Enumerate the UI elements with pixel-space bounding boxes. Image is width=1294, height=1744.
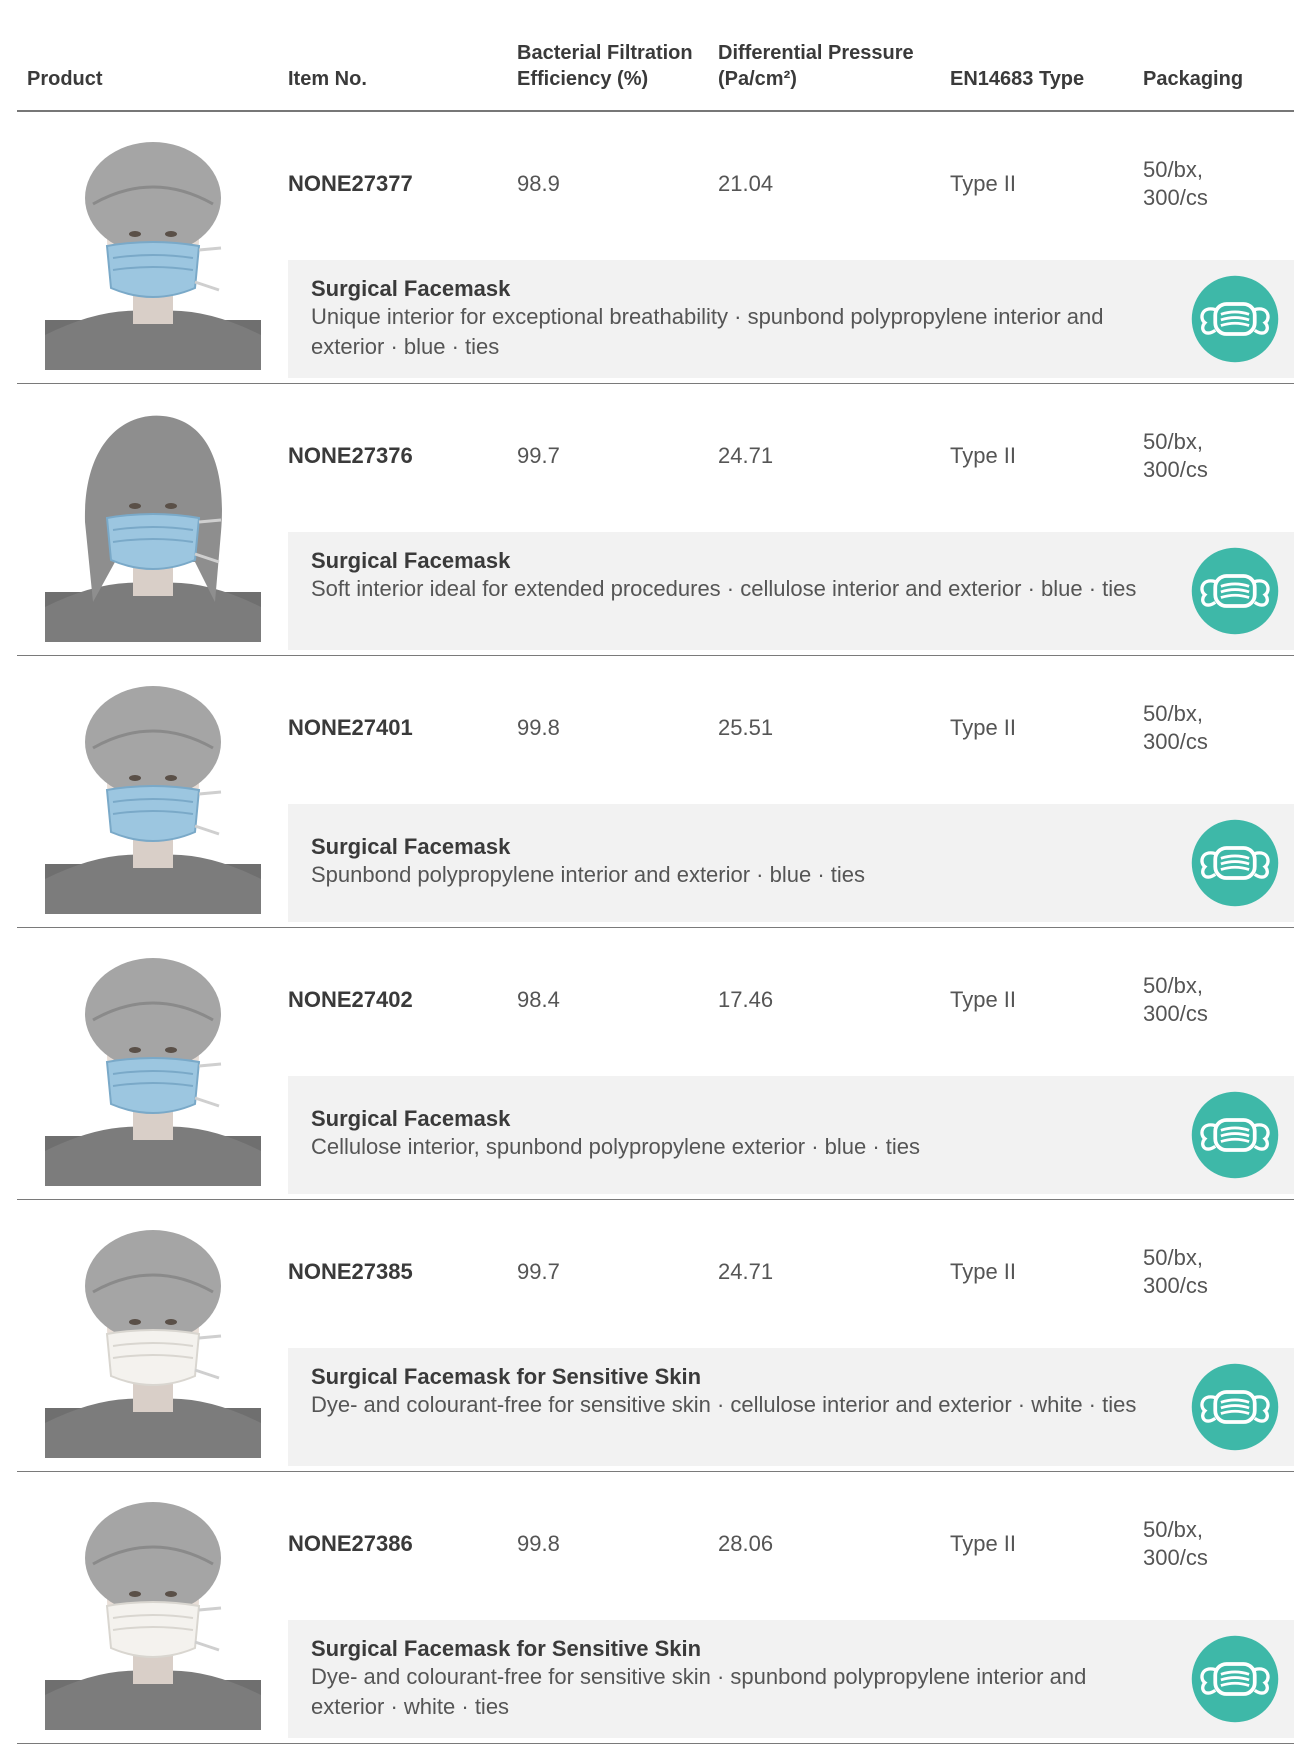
- product-title: Surgical Facemask: [311, 548, 511, 573]
- packaging-value: 50/bx, 300/cs: [1143, 1517, 1208, 1570]
- product-title: Surgical Facemask: [311, 834, 511, 859]
- product-title: Surgical Facemask for Sensitive Skin: [311, 1364, 702, 1389]
- bfe-value: 98.4: [517, 987, 560, 1012]
- table-header: [17, 0, 1294, 110]
- header-bfe: Bacterial Filtration Efficiency (%): [517, 42, 693, 90]
- differential-pressure-value: 28.06: [718, 1531, 774, 1556]
- header-packaging: Packaging: [1143, 68, 1244, 90]
- product-description: Cellulose interior, spunbond polypropylene exterior · blue · ties: [311, 1134, 921, 1159]
- en-type-value: Type II: [950, 987, 1017, 1012]
- packaging-value: 50/bx, 300/cs: [1143, 429, 1208, 482]
- face-mask-icon: [1188, 1088, 1282, 1182]
- item-number: NONE27385: [288, 1259, 413, 1284]
- en-type-value: Type II: [950, 1259, 1017, 1284]
- product-description-panel: [288, 1348, 1294, 1466]
- en-type-value: Type II: [950, 443, 1017, 468]
- product-photo: [45, 946, 261, 1186]
- item-number: NONE27386: [288, 1531, 413, 1556]
- product-description-panel: [288, 532, 1294, 650]
- product-description: Dye- and colourant-free for sensitive skin · spunbond polypropylene interior and exterior · white · ties: [311, 1664, 1087, 1719]
- face-mask-icon: [1188, 816, 1282, 910]
- face-mask-icon: [1188, 1360, 1282, 1454]
- face-mask-icon: [1188, 1632, 1282, 1726]
- table-row: [17, 1472, 1294, 1744]
- en-type-value: Type II: [950, 1531, 1017, 1556]
- packaging-value: 50/bx, 300/cs: [1143, 157, 1208, 210]
- header-differential-pressure: Differential Pressure (Pa/cm²): [718, 42, 914, 90]
- product-photo: [45, 1490, 261, 1730]
- product-description: Unique interior for exceptional breathability · spunbond polypropylene interior and exterior · blue · ties: [311, 304, 1104, 359]
- product-description-panel: [288, 804, 1294, 922]
- header-en-type: EN14683 Type: [950, 68, 1085, 90]
- product-photo: [45, 674, 261, 914]
- bfe-value: 99.8: [517, 715, 560, 740]
- bfe-value: 99.7: [517, 443, 560, 468]
- packaging-value: 50/bx, 300/cs: [1143, 701, 1208, 754]
- product-photo: [45, 1218, 261, 1458]
- bfe-value: 98.9: [517, 171, 560, 196]
- face-mask-icon: [1188, 272, 1282, 366]
- item-number: NONE27401: [288, 715, 413, 740]
- product-description: Soft interior ideal for extended procedures · cellulose interior and exterior · blue · ties: [311, 576, 1137, 601]
- table-row: [17, 384, 1294, 656]
- product-title: Surgical Facemask: [311, 1106, 511, 1131]
- product-photo: [45, 130, 261, 370]
- differential-pressure-value: 25.51: [718, 715, 774, 740]
- face-mask-icon: [1188, 544, 1282, 638]
- item-number: NONE27402: [288, 987, 413, 1012]
- packaging-value: 50/bx, 300/cs: [1143, 1245, 1208, 1298]
- en-type-value: Type II: [950, 715, 1017, 740]
- bfe-value: 99.7: [517, 1259, 560, 1284]
- differential-pressure-value: 24.71: [718, 1259, 774, 1284]
- product-title: Surgical Facemask for Sensitive Skin: [311, 1636, 702, 1661]
- differential-pressure-value: 24.71: [718, 443, 774, 468]
- item-number: NONE27377: [288, 171, 413, 196]
- item-number: NONE27376: [288, 443, 413, 468]
- product-description-panel: [288, 260, 1294, 378]
- product-photo: [45, 402, 261, 642]
- packaging-value: 50/bx, 300/cs: [1143, 973, 1208, 1026]
- header-item-no: Item No.: [288, 68, 367, 90]
- table-row: [17, 1200, 1294, 1472]
- table-row: [17, 112, 1294, 384]
- differential-pressure-value: 21.04: [718, 171, 774, 196]
- bfe-value: 99.8: [517, 1531, 560, 1556]
- table-row: [17, 928, 1294, 1200]
- table-row: [17, 656, 1294, 928]
- product-description-panel: [288, 1620, 1294, 1738]
- header-product: Product: [27, 68, 103, 90]
- product-title: Surgical Facemask: [311, 276, 511, 301]
- product-description: Spunbond polypropylene interior and exterior · blue · ties: [311, 862, 865, 887]
- product-description-panel: [288, 1076, 1294, 1194]
- product-description: Dye- and colourant-free for sensitive skin · cellulose interior and exterior · white · ties: [311, 1392, 1137, 1417]
- differential-pressure-value: 17.46: [718, 987, 774, 1012]
- en-type-value: Type II: [950, 171, 1017, 196]
